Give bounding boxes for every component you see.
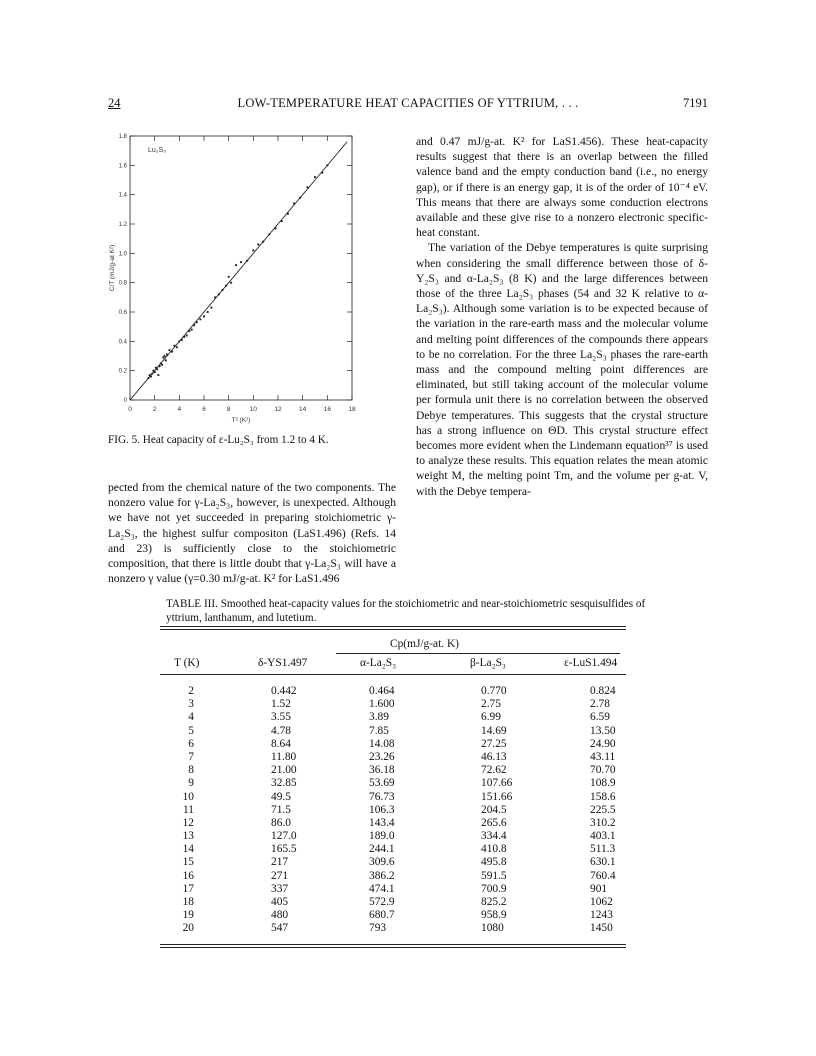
- data-point: [161, 364, 163, 366]
- table-cell: 7: [188, 750, 194, 763]
- data-point: [171, 351, 173, 353]
- table-cell: 495.8: [481, 856, 507, 869]
- table-cell: 630.1: [590, 856, 616, 869]
- table-cell: 46.13: [481, 750, 507, 763]
- data-point: [165, 359, 167, 361]
- data-point: [173, 345, 175, 347]
- data-point: [157, 374, 159, 376]
- table-cell: 15: [182, 856, 194, 869]
- col-header-beta: β-La₂S₃: [470, 657, 506, 669]
- table-cell: 8.64: [271, 737, 291, 750]
- table-cell: 16: [182, 869, 194, 882]
- fit-line: [130, 142, 347, 400]
- y-tick-label: 1.4: [118, 192, 127, 199]
- heat-capacity-chart: [108, 128, 398, 438]
- table-cell: 72.62: [481, 764, 507, 777]
- data-point: [199, 318, 201, 320]
- table-cell: 14.69: [481, 724, 507, 737]
- table-row: [160, 870, 626, 883]
- data-point: [293, 202, 295, 204]
- data-point: [156, 368, 158, 370]
- data-point: [274, 227, 276, 229]
- table-cell: 225.5: [590, 803, 616, 816]
- table-cell: 108.9: [590, 777, 616, 790]
- table-cell: 70.70: [590, 764, 616, 777]
- data-point: [181, 339, 183, 341]
- x-axis-label: T² (K²): [231, 417, 251, 424]
- right-paragraph-2: The variation of the Debye temperatures is quite surprising when considering the small difference between those of δ-Y₂S₃ and α-La₂S₃ (8 K) and the large differences between those of the three La₂S₃ phases (54 and 32 K relative to α-La₂S₃). Although some variation is to be expected because of the variation in the rare-earth mass and the molecular volume and melting point differences of the compounds there appears to be no correlation. For the three La₂S₃ phases the rare-earth mass and the compound melting point differences are eliminated, but still taking account of the molecular volume per formula unit there is no correlation between the observed Debye temperatures. This suggests that the crystal structure has a strong influence on ΘD. This crystal structure effect becomes more evident when the Lindemann equation³⁷ is used to analyze these results. This equation relates the mean atomic weight M, the melting point Tm, and the volume per g-at. V, with the Debye tempera-: [416, 241, 708, 498]
- data-point: [221, 289, 223, 291]
- table-cell: 958.9: [481, 909, 507, 922]
- table-row: [160, 711, 626, 724]
- y-tick-label: 0.6: [118, 310, 127, 316]
- table-header-rule: [160, 674, 626, 675]
- table-cell: 760.4: [590, 869, 616, 882]
- table-row: [160, 725, 626, 738]
- table-cell: 591.5: [481, 869, 507, 882]
- data-point: [218, 293, 220, 295]
- y-tick-label: 1.8: [118, 134, 127, 140]
- x-tick-label: 4: [177, 406, 182, 413]
- y-tick-label: 1.2: [118, 222, 127, 228]
- table-cell: 405: [271, 896, 289, 908]
- table-cell: 6: [188, 737, 194, 750]
- x-tick-label: 2: [152, 406, 157, 413]
- data-point: [228, 276, 230, 278]
- table-cell: 17: [182, 882, 194, 895]
- data-point: [257, 243, 259, 245]
- table-cell: 11.80: [271, 750, 297, 763]
- data-point: [268, 233, 270, 235]
- x-tick-label: 10: [249, 406, 257, 413]
- data-point: [235, 264, 237, 266]
- data-point: [166, 353, 168, 355]
- x-tick-label: 8: [226, 406, 231, 413]
- table-cell: 9: [188, 777, 194, 790]
- table-cell: 6.99: [481, 711, 501, 724]
- table-cell: 21.00: [271, 764, 297, 777]
- volume-page-number: 7191: [683, 96, 708, 110]
- table-cell: 143.4: [369, 816, 395, 829]
- table-cell: 0.770: [481, 685, 507, 697]
- table-cell: 158.6: [590, 790, 616, 803]
- right-paragraph-1: and 0.47 mJ/g-at. K² for LaS1.456). These heat-capacity results suggest that there is an overlap between the filled valence band and the empty conduction band (i.e., no energy gap), or if there is an energy gap, it is of the order of 10⁻⁴ eV. This means that there are always some conduction electrons available and these give rise to a nonzero electronic specific-heat constant.: [416, 135, 708, 240]
- table-cell: 165.5: [271, 843, 297, 856]
- table-bottom-rule: [160, 944, 626, 948]
- data-point: [214, 296, 216, 298]
- table-cell: 1080: [481, 922, 504, 935]
- right-column: [416, 134, 708, 499]
- table-cell: 14: [182, 843, 194, 856]
- table-cell: 265.6: [481, 816, 507, 829]
- left-paragraph-1: pected from the chemical nature of the two components. The nonzero value for γ-La₂S₃, however, is unexpected. Although we have not yet succeeded in preparing stoichiometric γ-La₂S₃, the highest sulfur compositon (LaS1.496) (Refs. 14 and 23) is sufficiently close to the stoichiometric composition, that there is little doubt that γ-La₂S₃ will have a nonzero γ value (γ=0.30 mJ/g-at. K² for LaS1.496: [108, 481, 396, 586]
- y-tick-label: 0.2: [118, 368, 127, 375]
- data-point: [151, 373, 153, 375]
- data-point: [163, 355, 165, 357]
- data-point: [188, 330, 190, 332]
- table-cell: 0.442: [271, 685, 297, 697]
- table-cell: 71.5: [271, 803, 291, 816]
- table-cell: 12: [182, 816, 194, 829]
- table-cell: 20: [182, 922, 194, 935]
- col-header-t: T (K): [174, 657, 200, 669]
- table-row: [160, 738, 626, 751]
- table-row: [160, 883, 626, 896]
- table-cell: 572.9: [369, 896, 395, 908]
- table-cell: 1243: [590, 909, 613, 922]
- data-point: [147, 377, 149, 379]
- table-row: [160, 922, 626, 935]
- table-caption: TABLE III. Smoothed heat-capacity values for the stoichiometric and near-stoichiometric sesquisulfides of yttrium, lanthanum, and lutetium.: [166, 598, 646, 624]
- page-header: [108, 96, 708, 116]
- table-cell: 49.5: [271, 790, 291, 803]
- table-cell: 4.78: [271, 724, 291, 737]
- y-tick-label: 0.4: [118, 339, 127, 346]
- table-cell: 36.18: [369, 764, 395, 777]
- table-cell: 204.5: [481, 803, 507, 816]
- table-cell: 189.0: [369, 830, 395, 843]
- table-cell: 547: [271, 922, 289, 935]
- table-cell: 2.75: [481, 698, 501, 711]
- table-cell: 10: [182, 790, 194, 803]
- table-cell: 511.3: [590, 843, 616, 856]
- table-cell: 3: [188, 698, 194, 711]
- table-row: [160, 685, 626, 698]
- table-row: [160, 698, 626, 711]
- table-cell: 13.50: [590, 724, 616, 737]
- table-cell: 107.66: [481, 777, 513, 790]
- table-cell: 13: [182, 830, 194, 843]
- table-cell: 310.2: [590, 816, 616, 829]
- table-cell: 386.2: [369, 869, 395, 882]
- data-point: [159, 365, 161, 367]
- table-cell: 2: [188, 685, 194, 697]
- x-tick-label: 16: [323, 406, 331, 413]
- table-cell: 86.0: [271, 816, 291, 829]
- data-point: [314, 176, 316, 178]
- y-axis-label: C/T (mJ/g-at K²): [109, 244, 116, 292]
- table-cell: 7.85: [369, 724, 389, 737]
- table-row: [160, 896, 626, 909]
- data-point: [150, 375, 152, 377]
- table-cell: 19: [182, 909, 194, 922]
- table-cell: 23.26: [369, 750, 395, 763]
- table-cell: 480: [271, 909, 289, 922]
- table-cell: 6.59: [590, 711, 610, 724]
- data-point: [240, 261, 242, 263]
- running-title: LOW-TEMPERATURE HEAT CAPACITIES OF YTTRIUM, . . .: [237, 96, 579, 110]
- table-cell: 76.73: [369, 790, 395, 803]
- table-cell: 3.89: [369, 711, 389, 724]
- table-row: [160, 764, 626, 777]
- table-cell: 32.85: [271, 777, 297, 790]
- table-cell: 700.9: [481, 882, 507, 895]
- data-point: [193, 324, 195, 326]
- data-point: [168, 349, 170, 351]
- table-cell: 1.600: [369, 698, 395, 711]
- data-point: [196, 321, 198, 323]
- left-column: [108, 480, 396, 586]
- y-tick-label: 0: [123, 398, 127, 404]
- table-row: [160, 817, 626, 830]
- data-point: [246, 260, 248, 262]
- data-point: [207, 311, 209, 313]
- data-point: [287, 213, 289, 215]
- data-point: [186, 334, 188, 336]
- table-body: [160, 685, 626, 936]
- table-cell: 337: [271, 882, 289, 895]
- table-iii: [160, 626, 626, 948]
- table-cell: 309.6: [369, 856, 395, 869]
- table-cell: 43.11: [590, 750, 616, 763]
- table-row: [160, 856, 626, 869]
- table-cell: 410.8: [481, 843, 507, 856]
- table-cell: 27.25: [481, 737, 507, 750]
- table-cell: 403.1: [590, 830, 616, 843]
- table-row: [160, 830, 626, 843]
- data-point: [154, 371, 156, 373]
- data-point: [191, 329, 193, 331]
- table-cell: 127.0: [271, 830, 297, 843]
- table-cell: 244.1: [369, 843, 395, 856]
- table-cell: 53.69: [369, 777, 395, 790]
- table-cell: 0.824: [590, 685, 616, 697]
- table-cell: 0.464: [369, 685, 395, 697]
- data-point: [203, 315, 205, 317]
- table-cell: 14.08: [369, 737, 395, 750]
- table-row: [160, 909, 626, 922]
- table-cell: 5: [188, 724, 194, 737]
- data-point: [307, 186, 309, 188]
- table-cell: 4: [188, 711, 194, 724]
- data-point: [178, 340, 180, 342]
- table-row: [160, 777, 626, 790]
- table-cell: 3.55: [271, 711, 291, 724]
- table-cell: 474.1: [369, 882, 395, 895]
- table-cell: 1450: [590, 922, 613, 935]
- data-point: [183, 336, 185, 338]
- table-cell: 217: [271, 856, 289, 869]
- table-cell: 2.78: [590, 698, 610, 711]
- table-cell: 793: [369, 922, 387, 935]
- x-tick-label: 6: [202, 406, 206, 413]
- header-separator: [336, 653, 620, 654]
- data-point: [252, 249, 254, 251]
- table-cell: 11: [183, 803, 194, 816]
- table-cell: 24.90: [590, 737, 616, 750]
- data-point: [321, 172, 323, 174]
- table-cell: 18: [182, 896, 194, 908]
- data-point: [262, 241, 264, 243]
- x-tick-label: 14: [299, 406, 307, 413]
- table-row: [160, 751, 626, 764]
- data-point: [225, 285, 227, 287]
- table-cell: 680.7: [369, 909, 395, 922]
- x-tick-label: 18: [348, 406, 356, 413]
- spanning-header: Cp(mJ/g-at. K): [390, 638, 459, 650]
- x-tick-label: 0: [128, 406, 132, 413]
- data-point: [281, 220, 283, 222]
- table-cell: 1.52: [271, 698, 291, 711]
- table-cell: 8: [188, 764, 194, 777]
- data-point: [230, 282, 232, 284]
- table-cell: 334.4: [481, 830, 507, 843]
- data-point: [326, 164, 328, 166]
- table-row: [160, 843, 626, 856]
- col-header-y: δ-YS1.497: [258, 657, 308, 669]
- table-cell: 1062: [590, 896, 613, 908]
- figure-caption: FIG. 5. Heat capacity of ε-Lu₂S₃ from 1.2 to 4 K.: [108, 434, 329, 446]
- y-tick-label: 1.0: [118, 251, 127, 258]
- table-cell: 901: [590, 882, 608, 895]
- table-row: [160, 804, 626, 817]
- table-cell: 271: [271, 869, 289, 882]
- table-row: [160, 791, 626, 804]
- table-cell: 825.2: [481, 896, 507, 908]
- col-header-alpha: α-La₂S₃: [360, 657, 397, 669]
- y-tick-label: 1.6: [118, 163, 127, 170]
- page-number: 24: [108, 96, 121, 110]
- x-tick-label: 12: [274, 406, 282, 413]
- col-header-lu: ε-LuS1.494: [564, 657, 618, 669]
- figure-5: [108, 128, 398, 453]
- table-cell: 106.3: [369, 803, 395, 816]
- compound-label: Lu₂S₃: [148, 147, 167, 154]
- data-point: [299, 197, 301, 199]
- table-cell: 151.66: [481, 790, 513, 803]
- data-point: [210, 307, 212, 309]
- table-header: [160, 630, 626, 668]
- y-tick-label: 0.8: [118, 280, 127, 287]
- data-point: [176, 346, 178, 348]
